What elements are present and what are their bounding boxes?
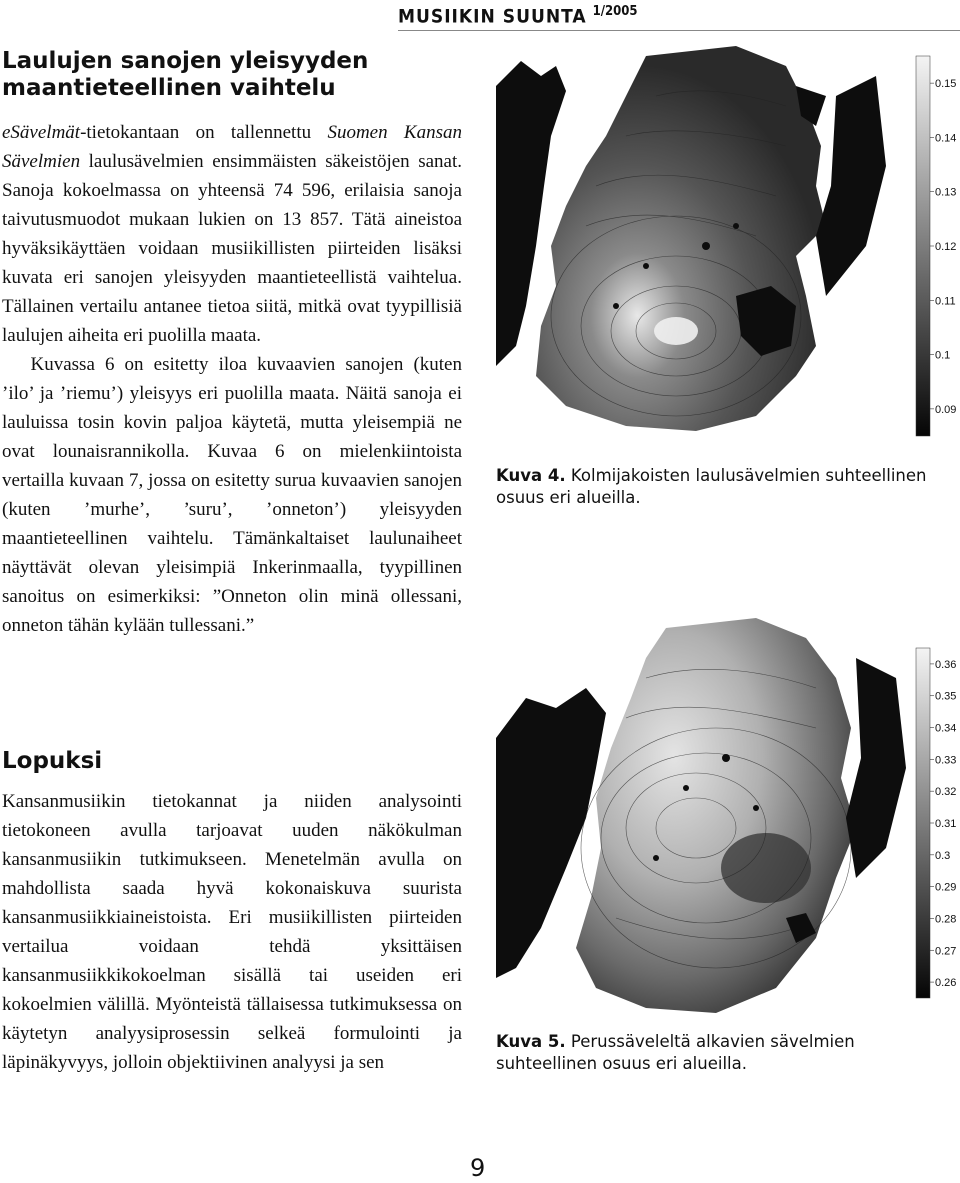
legend-label: 0.11 xyxy=(935,295,956,308)
section-body-lopuksi xyxy=(2,787,462,1077)
legend-label: 0.27 xyxy=(935,945,957,958)
legend-label: 0.26 xyxy=(935,977,957,990)
legend-label: 0.28 xyxy=(935,913,957,926)
section-body-geography xyxy=(2,118,462,640)
legend-label: 0.34 xyxy=(935,722,957,735)
figure-4-legend-bar xyxy=(916,56,930,436)
russia-border-land xyxy=(846,658,906,878)
legend-label: 0.1 xyxy=(935,349,951,362)
italic-collection-name: Suomen Kansan Sävelmien xyxy=(2,122,462,172)
bright-spot xyxy=(654,317,698,345)
journal-header xyxy=(398,4,638,27)
figure-5-caption-number: Kuva 5. xyxy=(496,1032,566,1051)
legend-label: 0.29 xyxy=(935,881,957,894)
header-rule xyxy=(398,30,960,31)
legend-label: 0.13 xyxy=(935,186,957,199)
legend-label: 0.35 xyxy=(935,690,957,703)
legend-label: 0.12 xyxy=(935,241,957,253)
dark-region xyxy=(721,833,811,903)
journal-name: MUSIIKIN SUUNTA xyxy=(398,5,587,28)
figure-4-map xyxy=(496,46,960,442)
figure-5-caption-text: Perussäveleltä alkavien sävelmien suhteellinen osuus eri alueilla. xyxy=(496,1032,855,1073)
section-title-line2: maantieteellinen vaihtelu xyxy=(2,75,336,101)
figure-4-legend-labels xyxy=(930,78,956,416)
figure-4-svg xyxy=(496,46,960,442)
legend-label: 0.33 xyxy=(935,754,957,767)
figure-5-legend-bar xyxy=(916,648,930,998)
issue-number: 1/2005 xyxy=(592,4,638,19)
paragraph-1 xyxy=(2,118,462,350)
legend-label: 0.31 xyxy=(935,818,957,830)
italic-database-name: eSävelmät xyxy=(2,122,81,143)
legend-label: 0.32 xyxy=(935,786,957,799)
legend-label: 0.09 xyxy=(935,403,957,416)
paragraph-1-text-a: -tietokantaan on tallennettu xyxy=(80,122,328,143)
paragraph-2: Kuvassa 6 on esitetty iloa kuvaavien sanojen (kuten ’ilo’ ja ’riemu’) yleisyys eri puolilla maata. Näitä sanoja ei lauluissa tosin kovin paljoa käytetä, mutta yleisempiä ne ovat lounaisrannikolla. Kuvaa 6 on mielenkiintoista vertailla kuvaan 7, jossa on esitetty surua kuvaavien sanojen (kuten ’murhe’, ’suru’, ’onneton’) yleisyyden maantieteellinen vaihtelu. Tämänkaltaiset laulunaiheet näyttävät olevan yleisimpiä Inkerinmaalla, tyypillinen sanoitus on esimerkiksi: ”Onneton olin minä ollessani, onneton tähän kylään tullessani.” xyxy=(2,354,462,636)
legend-label: 0.36 xyxy=(935,658,957,671)
figure-5-legend-labels xyxy=(930,659,956,989)
figure-5-svg xyxy=(496,618,960,1018)
figure-5-caption xyxy=(496,1031,958,1075)
figure-5-map xyxy=(496,618,960,1018)
section-title-geography xyxy=(2,48,462,102)
legend-label: 0.14 xyxy=(935,132,957,145)
figure-4-caption-text: Kolmijakoisten laulusävelmien suhteellinen osuus eri alueilla. xyxy=(496,466,927,507)
legend-label: 0.3 xyxy=(935,849,951,862)
finland-map-shape xyxy=(576,618,856,1013)
paragraph-3: Kansanmusiikin tietokannat ja niiden analysointi tietokoneen avulla tarjoavat uuden näkökulman kansanmusiikin tutkimukseen. Menetelmän avulla on mahdollista saada hyvä kokonaiskuva suurista kansanmusiikkiaineistoista. Eri musiikillisten piirteiden vertailua voidaan tehdä yksittäisen kansanmusiikkikokoelman sisällä tai useiden eri kokoelmien välillä. Myönteistä tällaisessa tutkimuksessa on käytetyn analyysiprosessin selkeä formulointi ja läpinäkyvyys, jolloin objektiivinen analyysi ja sen xyxy=(2,791,462,1073)
figure-4-caption-number: Kuva 4. xyxy=(496,466,566,485)
paragraph-1-text-b: laulusävelmien ensimmäisten säkeistöjen sanat. Sanoja kokoelmassa on yhteensä 74 596, erilaisia sanoja taivutusmuodot mukaan lukien on 13 857. Tätä aineistoa hyväksikäyttäen voidaan musiikillisten piirteiden lisäksi kuvata eri sanojen yleisyyden maantieteellistä vaihtelua. Tällainen vertailu antanee tietoa siitä, mitkä ovat tyypillisiä laulujen aiheita eri puolilla maata. xyxy=(2,151,462,346)
russia-border-land xyxy=(816,76,886,296)
page-number: 9 xyxy=(470,1154,486,1182)
section-title-lopuksi: Lopuksi xyxy=(2,748,103,774)
figure-4-caption xyxy=(496,465,958,509)
legend-label: 0.15 xyxy=(935,78,957,91)
section-title-line1: Laulujen sanojen yleisyyden xyxy=(2,48,369,74)
finland-map-shape xyxy=(536,46,826,431)
